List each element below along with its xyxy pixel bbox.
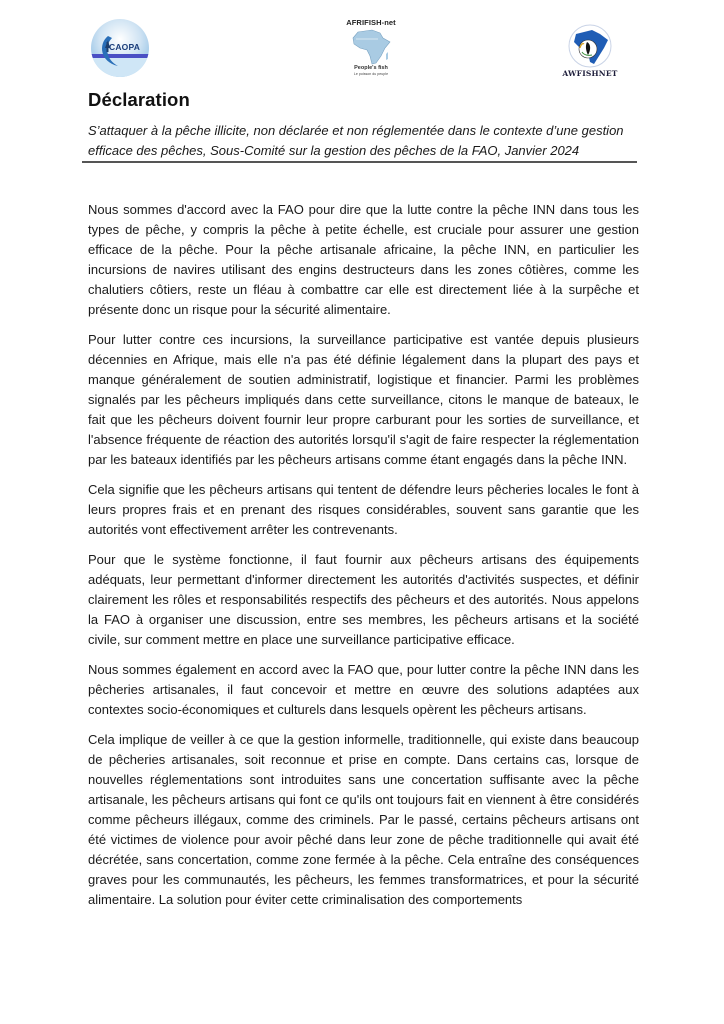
document-body (88, 200, 639, 920)
afrifish-logo-subtagline: Le poisson du peuple (353, 72, 389, 76)
logo-header (0, 14, 724, 88)
afrifish-logo-title: AFRIFISH-net (346, 18, 396, 27)
awfishnet-logo (562, 22, 618, 80)
afrifish-logo (336, 18, 406, 82)
caopa-logo-label: CAOPA (109, 42, 141, 52)
awfishnet-logo-label: AWFISHNET (562, 69, 618, 78)
subtitle-divider (82, 161, 637, 163)
document-subtitle: S’attaquer à la pêche illicite, non déclarée et non réglementée dans le contexte d’une gestion efficace des pêches, Sous-Comité sur la gestion des pêches de la FAO, Janvier 2024 (88, 123, 624, 158)
body-paragraph: Cela implique de veiller à ce que la gestion informelle, traditionnelle, qui existe dans beaucoup de pêcheries artisanales, soit reconnue et prise en compte. Dans certains cas, lorsque de nouvelles réglementations sont introduites sans une concertation suffisante avec la pêche artisanale, les pêcheurs artisans qui font ce qu'ils ont toujours fait en viennent à être considérés comme pêcheurs illégaux, comme des criminels. Par le passé, certains pêcheurs artisans ont été victimes de violence pour avoir pêché dans leur zone de pêche traditionnelle qui avait été décrétée, sans concertation, comme zone fermée à la pêche. Cela entraîne des conséquences graves pour les communautés, les pêcheurs, les femmes transformatrices, et pour la sécurité alimentaire. La solution pour éviter cette criminalisation des comportements (88, 732, 639, 907)
caopa-logo (90, 18, 150, 78)
body-paragraph: Cela signifie que les pêcheurs artisans qui tentent de défendre leurs pêcheries locales le font à leurs propres frais et en prenant des risques considérables, souvent sans garantie que les autorités vont effectivement arrêter les contrevenants. (88, 482, 639, 537)
afrifish-logo-tagline: People's fish (354, 65, 388, 71)
africa-map-icon (350, 28, 392, 66)
document-title: Déclaration (88, 89, 190, 110)
body-paragraph: Nous sommes d'accord avec la FAO pour dire que la lutte contre la pêche INN dans tous les types de pêche, y compris la pêche à petite échelle, est cruciale pour assurer une gestion efficace de la pêche. Pour la pêche artisanale africaine, la pêche INN, en particulier les incursions de navires utilisant des engins destructeurs dans les zones côtières, comme les chalutiers côtiers, reste un fléau à combattre car elle est directement liée à la surpêche et présente donc un risque pour la sécurité alimentaire. (88, 202, 639, 317)
body-paragraph: Pour lutter contre ces incursions, la surveillance participative est vantée depuis plusieurs décennies en Afrique, mais elle n'a pas été définie légalement dans la plupart des pays et manque généralement de soutien administratif, logistique et financier. Parmi les problèmes signalés par les pêcheurs impliqués dans cette surveillance, citons le manque de bateaux, le fait que les pêcheurs doivent fournir leur propre carburant pour les sorties de surveillance, et l'absence fréquente de réaction des autorités lorsqu'il s'agit de faire respecter la réglementation par les bateaux identifiés par les pêcheurs artisans comme étant engagés dans la pêche INN. (88, 332, 639, 467)
awfishnet-logo-icon (566, 22, 614, 68)
body-paragraph: Nous sommes également en accord avec la FAO que, pour lutter contre la pêche INN dans les pêcheries artisanales, il faut concevoir et mettre en œuvre des solutions adaptées aux contextes socio-économiques et culturels dans lesquels opèrent les pêcheurs artisans. (88, 662, 639, 717)
body-paragraph: Pour que le système fonctionne, il faut fournir aux pêcheurs artisans des équipements adéquats, leur permettant d'informer directement les autorités d'activités suspectes, et définir clairement les rôles et responsabilités respectifs des pêcheurs et des autorités. Nous appelons la FAO à organiser une discussion, entre ses membres, les pêcheurs artisans et la société civile, sur comment mettre en place une surveillance participative efficace. (88, 552, 639, 647)
